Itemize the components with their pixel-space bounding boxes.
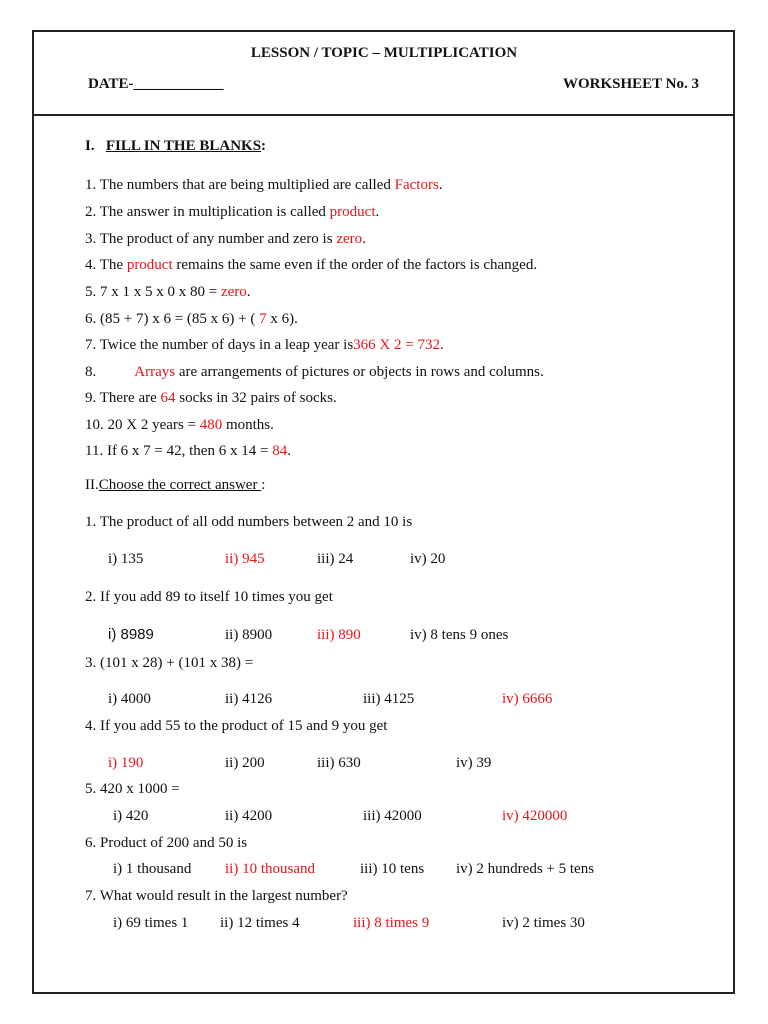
option: iii) 24 bbox=[317, 551, 354, 567]
item-text: remains the same even if the order of the factors is changed. bbox=[172, 257, 538, 273]
item-text: . bbox=[246, 284, 251, 300]
section1-heading bbox=[85, 137, 266, 155]
section1-colon: : bbox=[261, 138, 267, 154]
item-text: . bbox=[375, 204, 380, 220]
option-correct: iv) 420000 bbox=[502, 808, 568, 824]
question-text: 3. (101 x 28) + (101 x 38) = bbox=[85, 655, 254, 671]
item-text: 2. The answer in multiplication is called bbox=[85, 204, 330, 220]
fill-item bbox=[85, 203, 379, 221]
question-text: 4. If you add 55 to the product of 15 and 9 you get bbox=[85, 718, 388, 734]
item-text: 9. There are bbox=[85, 390, 161, 406]
option-correct: i) 190 bbox=[108, 755, 144, 771]
option: iii) 42000 bbox=[363, 808, 422, 824]
answer-text: 366 X 2 = 732 bbox=[353, 337, 440, 353]
item-text: . bbox=[362, 231, 366, 247]
item-text: months. bbox=[222, 417, 274, 433]
answer-text: zero bbox=[336, 231, 363, 247]
fill-item bbox=[85, 310, 298, 328]
header-divider bbox=[32, 114, 735, 116]
item-text: . bbox=[438, 177, 443, 193]
item-text: 8. bbox=[85, 364, 97, 380]
question-text: 2. If you add 89 to itself 10 times you get bbox=[85, 589, 333, 605]
fill-item bbox=[85, 416, 274, 434]
answer-text: Arrays bbox=[134, 364, 176, 380]
option: iv) 2 hundreds + 5 tens bbox=[456, 861, 595, 877]
option-correct: iii) 890 bbox=[317, 627, 361, 643]
answer-text: product bbox=[126, 257, 173, 273]
section2-title: Choose the correct answer bbox=[98, 477, 262, 493]
item-text: 1. The numbers that are being multiplied are called bbox=[85, 177, 395, 193]
fill-item bbox=[85, 283, 251, 301]
option: i) 1 thousand bbox=[113, 861, 192, 877]
option: i) 4000 bbox=[108, 691, 151, 707]
option: iii) 10 tens bbox=[360, 861, 425, 877]
answer-text: product bbox=[329, 204, 376, 220]
question-text: 1. The product of all odd numbers between 2 and 10 is bbox=[85, 514, 413, 530]
question-text: 7. What would result in the largest number? bbox=[85, 888, 348, 904]
answer-text: 64 bbox=[160, 390, 176, 406]
fill-item bbox=[85, 442, 291, 460]
option: iv) 2 times 30 bbox=[502, 915, 585, 931]
option: ii) 200 bbox=[225, 755, 265, 771]
item-text: 11. If 6 x 7 = 42, then 6 x 14 = bbox=[85, 443, 273, 459]
item-text: 7. Twice the number of days in a leap year is bbox=[85, 337, 354, 353]
option: ii) 12 times 4 bbox=[220, 915, 300, 931]
section2-roman: II. bbox=[85, 477, 99, 493]
option: ii) 8900 bbox=[225, 627, 273, 643]
option: iii) 4125 bbox=[363, 691, 415, 707]
item-text: . bbox=[287, 443, 291, 459]
option: i) 420 bbox=[113, 808, 149, 824]
answer-text: 7 bbox=[259, 311, 267, 327]
section2-colon: : bbox=[261, 477, 266, 493]
option: iv) 20 bbox=[410, 551, 446, 567]
item-text: are arrangements of pictures or objects in rows and columns. bbox=[175, 364, 544, 380]
item-text: 5. 7 x 1 x 5 x 0 x 80 = bbox=[85, 284, 221, 300]
fill-item bbox=[85, 363, 544, 381]
option-correct: ii) 10 thousand bbox=[225, 861, 315, 877]
fill-item bbox=[85, 389, 337, 407]
item-text: 3. The product of any number and zero is bbox=[85, 231, 337, 247]
answer-text: 480 bbox=[199, 417, 223, 433]
question-text: 6. Product of 200 and 50 is bbox=[85, 835, 248, 851]
option: iv) 39 bbox=[456, 755, 492, 771]
item-text: socks in 32 pairs of socks. bbox=[175, 390, 337, 406]
question-text: 5. 420 x 1000 = bbox=[85, 781, 180, 797]
option: i) 69 times 1 bbox=[113, 915, 189, 931]
option: iii) 630 bbox=[317, 755, 361, 771]
option: iv) 8 tens 9 ones bbox=[410, 627, 509, 643]
item-text: 10. 20 X 2 years = bbox=[85, 417, 200, 433]
option: ii) 4126 bbox=[225, 691, 273, 707]
date-label: DATE-____________ bbox=[88, 76, 224, 92]
option: i) 135 bbox=[108, 551, 144, 567]
worksheet-number: WORKSHEET No. 3 bbox=[563, 76, 700, 92]
item-text: . bbox=[439, 337, 444, 353]
fill-item bbox=[85, 176, 443, 194]
option-correct: iii) 8 times 9 bbox=[353, 915, 430, 931]
answer-text: 84 bbox=[272, 443, 288, 459]
option-correct: ii) 945 bbox=[225, 551, 265, 567]
option: i) 8989 bbox=[108, 626, 154, 643]
lesson-title: LESSON / TOPIC – MULTIPLICATION bbox=[250, 45, 518, 61]
answer-text: zero bbox=[220, 284, 247, 300]
answer-text: Factors bbox=[394, 177, 439, 193]
fill-item bbox=[85, 230, 366, 248]
fill-item bbox=[85, 256, 537, 274]
item-text: 6. (85 + 7) x 6 = (85 x 6) + ( bbox=[85, 311, 260, 327]
section2-heading bbox=[85, 476, 265, 494]
option: ii) 4200 bbox=[225, 808, 273, 824]
section1-title: FILL IN THE BLANKS bbox=[105, 138, 262, 154]
item-text: 4. The bbox=[85, 257, 127, 273]
fill-item bbox=[85, 336, 444, 354]
section1-roman: I. bbox=[85, 138, 95, 154]
option-correct: iv) 6666 bbox=[502, 691, 553, 707]
item-text: x 6). bbox=[266, 311, 298, 327]
